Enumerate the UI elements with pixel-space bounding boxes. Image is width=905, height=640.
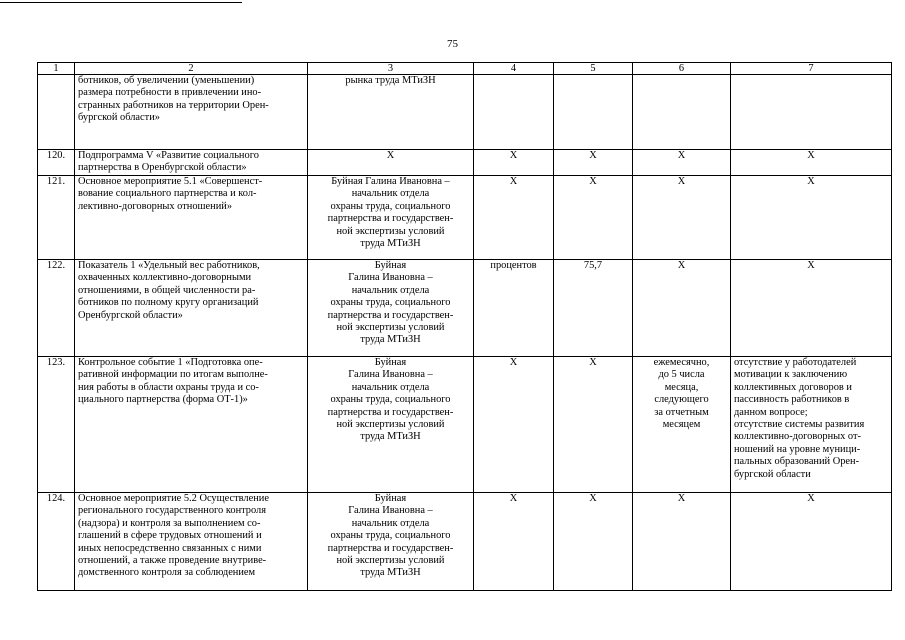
cell-line: размера потребности в привлечении ино-: [78, 87, 262, 99]
table-cell-c7: [731, 260, 892, 357]
cell-line: Галина Ивановна –: [348, 505, 433, 517]
cell-line: ной экспертизы условий: [336, 225, 445, 237]
cell-line: X: [807, 176, 815, 187]
header-cell: 3: [308, 63, 474, 75]
cell-line: X: [509, 176, 518, 187]
cell-line: до 5 числа: [658, 369, 705, 381]
cell-line: X: [807, 493, 815, 504]
cell-line: ративной информации по итогам выполне-: [78, 369, 268, 381]
table-row: [38, 176, 892, 260]
cell-line: X: [509, 150, 518, 161]
cell-line: мотивации к заключению: [734, 369, 848, 381]
cell-line: Основное мероприятие 5.2 Осуществление: [78, 493, 269, 504]
cell-line: охраны труда, социального: [330, 200, 451, 212]
cell-line: партнерства и государствен-: [327, 213, 454, 225]
row-number-cell: [38, 75, 75, 150]
cell-line: коллективно-договорных от-: [734, 431, 861, 443]
document-table: [37, 62, 892, 591]
table-cell-c6: [633, 176, 731, 260]
table-cell-c2: [75, 357, 308, 493]
cell-line: Буйная: [374, 260, 407, 271]
cell-line: регионального государственного контроля: [78, 505, 267, 517]
header-row: [38, 63, 892, 75]
cell-line: Оренбургской области»: [78, 309, 183, 321]
cell-line: X: [589, 493, 597, 504]
cell-line: ной экспертизы условий: [336, 322, 445, 334]
table-cell-c3: [308, 357, 474, 493]
cell-line: отсутствие у работодателей: [734, 357, 857, 368]
row-number-cell: 121.: [38, 176, 75, 260]
cell-line: (надзора) и контроля за выполнением со-: [78, 517, 261, 529]
cell-line: следующего: [654, 394, 709, 406]
cell-line: Подпрограмма V «Развитие социального: [78, 150, 259, 161]
cell-line: месяца,: [664, 381, 699, 393]
table-cell-c5: [554, 176, 633, 260]
table-cell-c7: [731, 357, 892, 493]
header-cell: 7: [731, 63, 892, 75]
cell-line: охраны труда, социального: [330, 297, 451, 309]
table-body: [38, 63, 892, 591]
table-cell-c3: [308, 493, 474, 591]
cell-line: Буйная: [374, 357, 407, 368]
table-cell-c5: [554, 150, 633, 176]
cell-line: начальник отдела: [351, 517, 430, 529]
cell-line: процентов: [490, 260, 537, 271]
cell-line: X: [677, 176, 686, 187]
cell-line: X: [589, 150, 597, 161]
table-cell-c6: [633, 150, 731, 176]
cell-line: труда МТиЗН: [360, 238, 421, 250]
table-cell-c4: [474, 176, 554, 260]
table-cell-c6: [633, 260, 731, 357]
table-cell-c4: [474, 150, 554, 176]
cell-line: X: [807, 260, 815, 271]
cell-line: рынка труда МТиЗН: [345, 75, 436, 86]
cell-line: Основное мероприятие 5.1 «Совершенст-: [78, 176, 263, 187]
table-cell-c6: [633, 493, 731, 591]
cell-line: X: [589, 357, 597, 368]
table-cell-c3: [308, 260, 474, 357]
cell-line: Буйная Галина Ивановна –: [331, 176, 450, 187]
cell-line: вование социального партнерства и кол-: [78, 188, 257, 200]
cell-line: иных непосредственно связанных с ними: [78, 542, 262, 554]
cell-line: месяцем: [662, 419, 701, 431]
table-cell-c5: [554, 75, 633, 150]
cell-line: за отчетным: [654, 406, 709, 418]
cell-line: X: [386, 150, 395, 161]
table-cell-c3: [308, 150, 474, 176]
cell-line: Буйная: [374, 493, 407, 504]
table-row: [38, 75, 892, 150]
cell-line: ботников, об увеличении (уменьшении): [78, 75, 255, 86]
table-cell-c6: [633, 75, 731, 150]
cell-line: ношений на уровне муници-: [734, 443, 861, 455]
table-cell-c4: [474, 260, 554, 357]
cell-line: партнерства и государствен-: [327, 309, 454, 321]
table-cell-c5: [554, 357, 633, 493]
cell-line: X: [677, 260, 686, 271]
cell-line: X: [509, 493, 518, 504]
cell-line: домственного контроля за соблюдением: [78, 567, 256, 579]
header-cell: 1: [38, 63, 75, 75]
table-cell-c2: [75, 176, 308, 260]
cell-line: глашений в сфере трудовых отношений и: [78, 530, 262, 542]
table-cell-c4: [474, 493, 554, 591]
cell-line: ния работы в области охраны труда и со-: [78, 381, 259, 393]
row-number-cell: 123.: [38, 357, 75, 493]
top-rule: [0, 2, 242, 3]
row-number-cell: 122.: [38, 260, 75, 357]
cell-line: отношений, а также проведение внутриве-: [78, 555, 267, 567]
cell-line: лективно-договорных отношений»: [78, 200, 233, 212]
cell-line: партнерства и государствен-: [327, 542, 454, 554]
cell-line: X: [677, 150, 686, 161]
cell-line: коллективных договоров и: [734, 381, 852, 393]
page-number: 75: [447, 38, 458, 50]
cell-line: Галина Ивановна –: [348, 369, 433, 381]
cell-line: ной экспертизы условий: [336, 555, 445, 567]
cell-line: Показатель 1 «Удельный вес работников,: [78, 260, 260, 271]
cell-line: данном вопросе;: [734, 406, 808, 418]
table-cell-c6: [633, 357, 731, 493]
cell-line: странных работников на территории Орен-: [78, 99, 269, 111]
cell-line: 75,7: [583, 260, 603, 271]
table-row: [38, 357, 892, 493]
table-cell-c7: [731, 150, 892, 176]
header-cell: 5: [554, 63, 633, 75]
cell-line: труда МТиЗН: [360, 431, 421, 443]
cell-line: партнерства и государствен-: [327, 406, 454, 418]
table-cell-c3: [308, 75, 474, 150]
table-cell-c7: [731, 75, 892, 150]
table-cell-c7: [731, 493, 892, 591]
table-row: [38, 150, 892, 176]
table-cell-c3: [308, 176, 474, 260]
cell-line: Контрольное событие 1 «Подготовка опе-: [78, 357, 263, 368]
table-cell-c5: [554, 493, 633, 591]
table-cell-c4: [474, 75, 554, 150]
cell-line: начальник отдела: [351, 381, 430, 393]
cell-line: труда МТиЗН: [360, 334, 421, 346]
cell-line: партнерства в Оренбургской области»: [78, 162, 247, 174]
cell-line: X: [509, 357, 518, 368]
cell-line: X: [807, 150, 815, 161]
cell-line: бургской области: [734, 468, 811, 480]
cell-line: бургской области»: [78, 112, 160, 124]
table-row: [38, 493, 892, 591]
cell-line: ежемесячно,: [653, 357, 710, 368]
table-row: [38, 260, 892, 357]
cell-line: X: [589, 176, 597, 187]
cell-line: отсутствие системы развития: [734, 419, 865, 431]
cell-line: охраны труда, социального: [330, 394, 451, 406]
table-cell-c2: [75, 493, 308, 591]
table-cell-c4: [474, 357, 554, 493]
table-cell-c5: [554, 260, 633, 357]
table-cell-c7: [731, 176, 892, 260]
cell-line: охраны труда, социального: [330, 530, 451, 542]
header-cell: 6: [633, 63, 731, 75]
cell-line: ботников по полному кругу организаций: [78, 297, 259, 309]
cell-line: пальных образований Орен-: [734, 456, 860, 468]
table-cell-c2: [75, 150, 308, 176]
table-cell-c2: [75, 75, 308, 150]
cell-line: отношениями, в общей численности ра-: [78, 284, 256, 296]
cell-line: начальник отдела: [351, 284, 430, 296]
row-number-cell: 120.: [38, 150, 75, 176]
cell-line: охваченных коллективно-договорными: [78, 272, 252, 284]
cell-line: труда МТиЗН: [360, 567, 421, 579]
cell-line: Галина Ивановна –: [348, 272, 433, 284]
header-cell: 4: [474, 63, 554, 75]
cell-line: пассивность работников в: [734, 394, 850, 406]
cell-line: X: [677, 493, 686, 504]
header-cell: 2: [75, 63, 308, 75]
cell-line: ной экспертизы условий: [336, 419, 445, 431]
cell-line: начальник отдела: [351, 188, 430, 200]
row-number-cell: 124.: [38, 493, 75, 591]
cell-line: циального партнерства (форма ОТ-1)»: [78, 394, 248, 406]
table-cell-c2: [75, 260, 308, 357]
